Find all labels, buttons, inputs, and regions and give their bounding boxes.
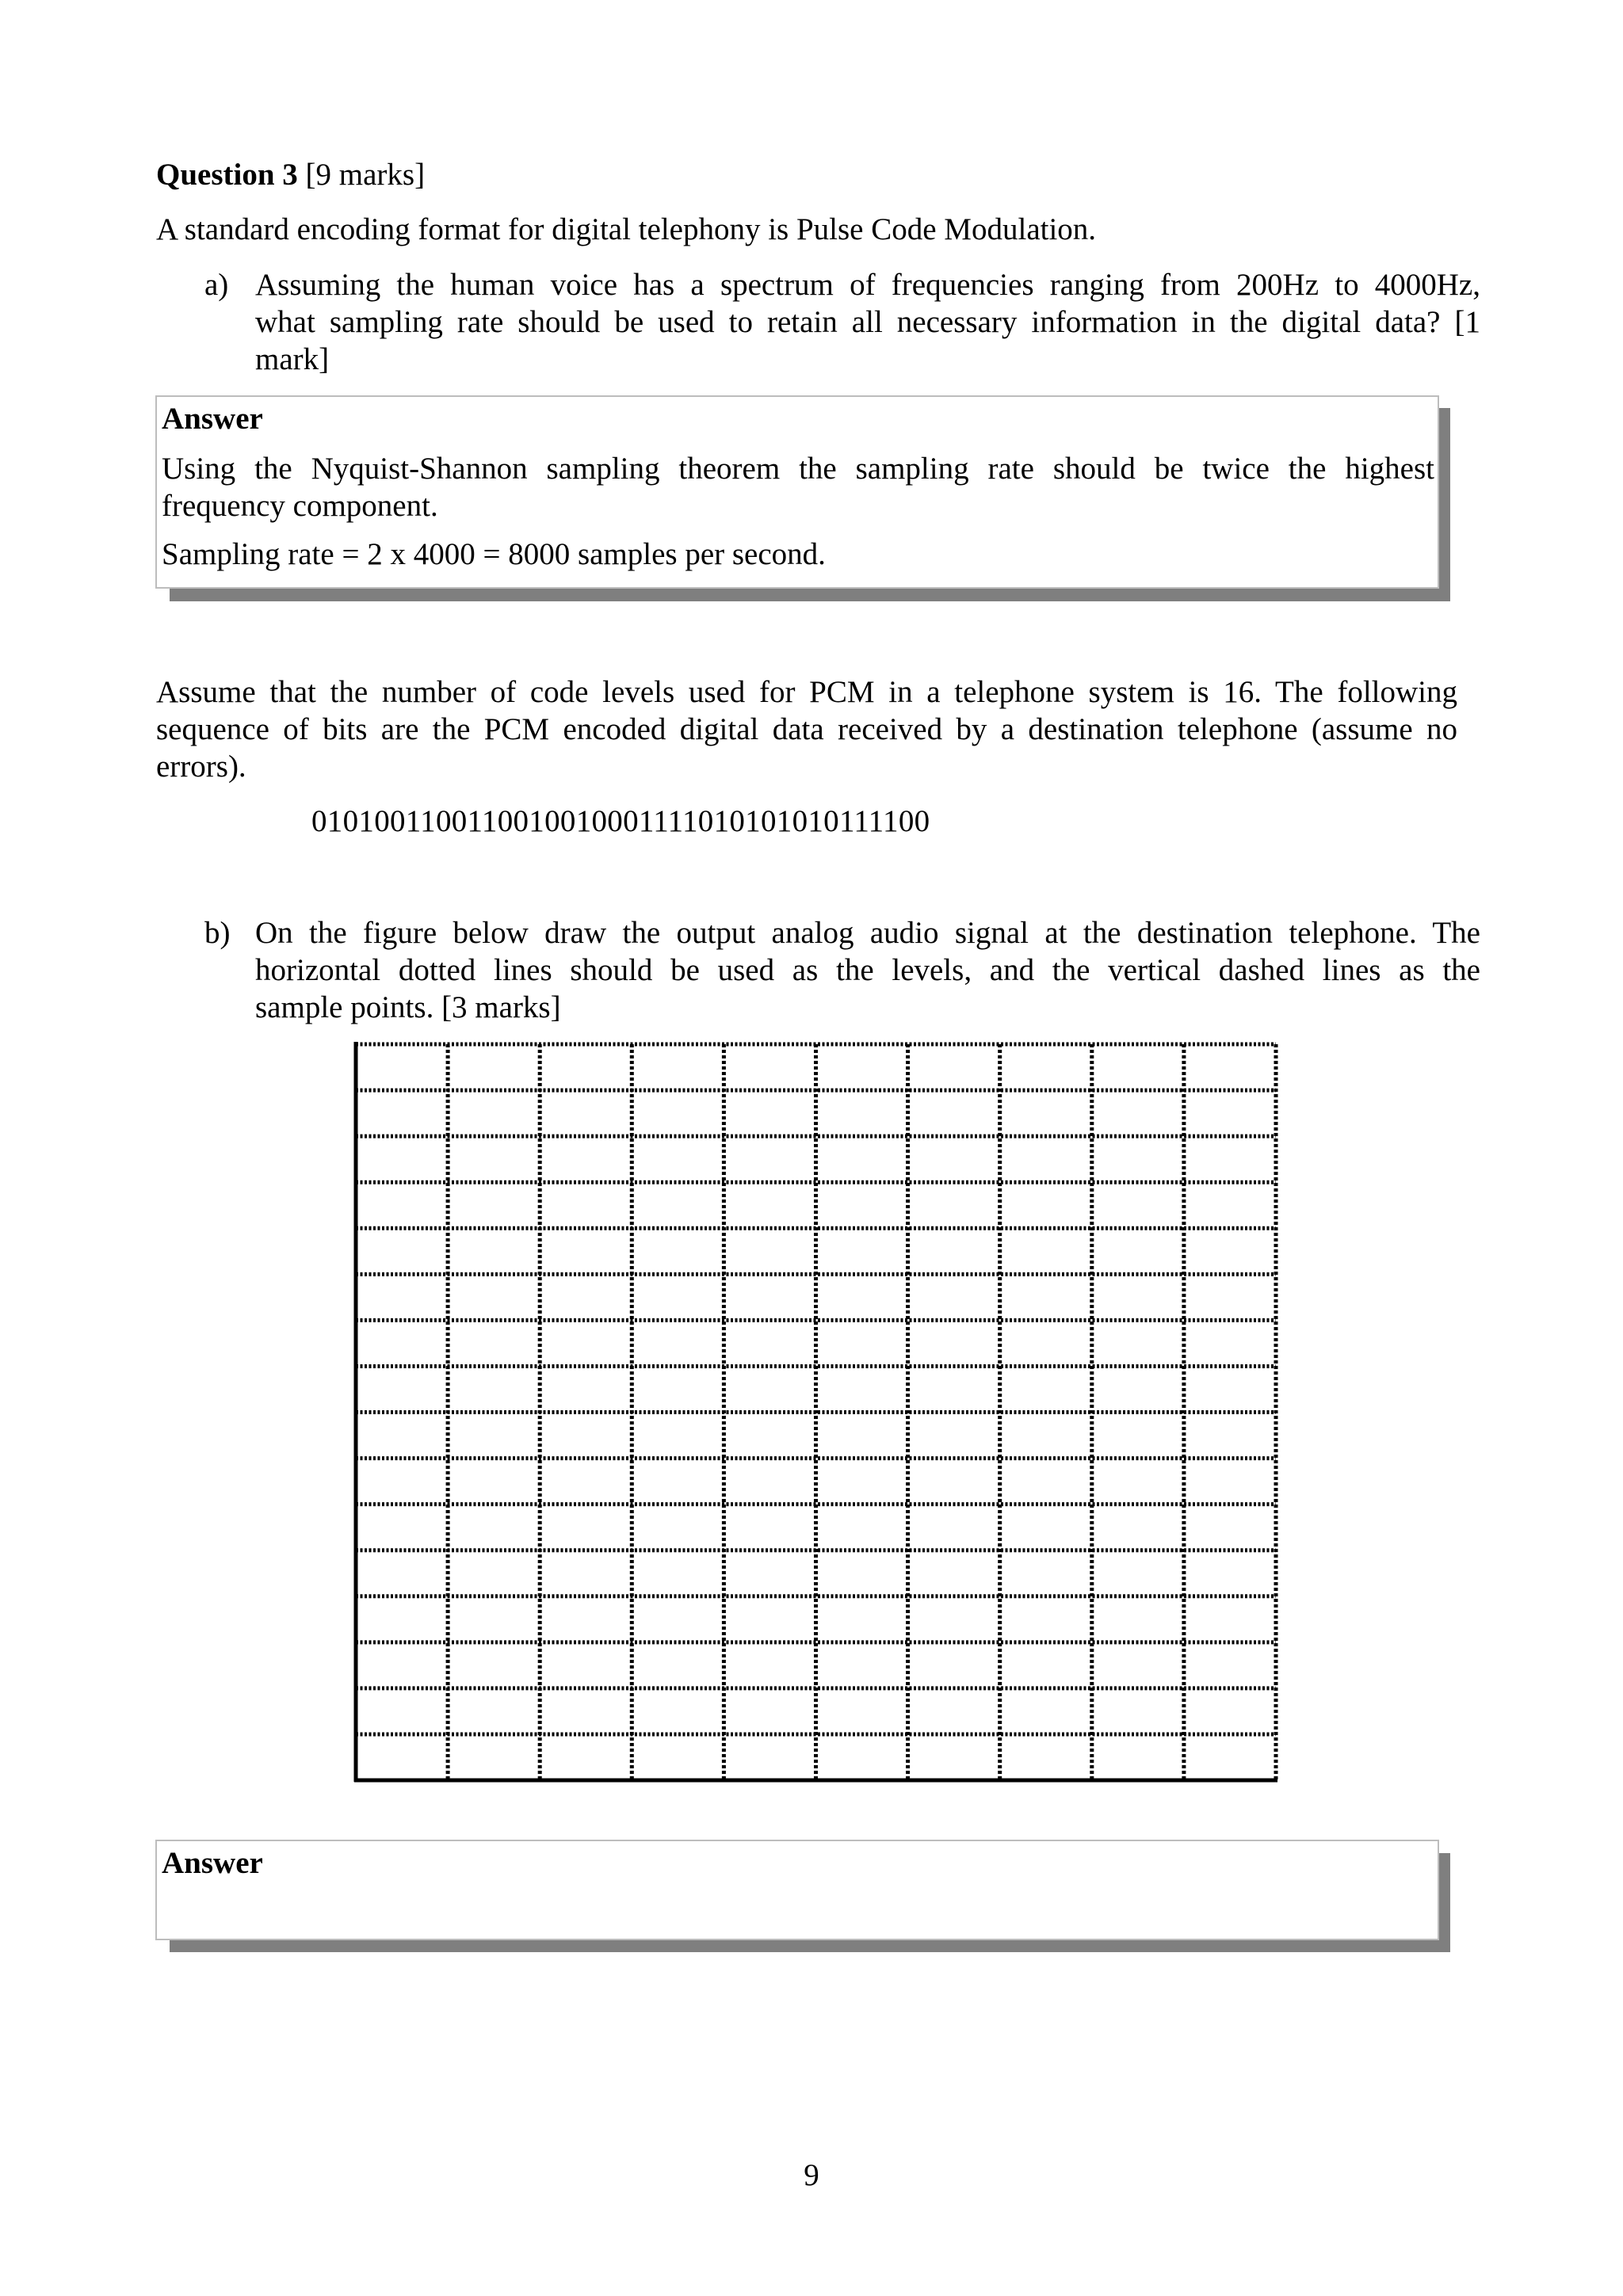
part-b-line-2: horizontal dotted lines should be used as the levels, and the vertical dashed lines as the bbox=[255, 953, 1480, 987]
answer-b-title: Answer bbox=[162, 1846, 263, 1880]
part-b-label: b) bbox=[204, 916, 231, 950]
question-heading bbox=[156, 156, 1487, 193]
part-a-label: a) bbox=[204, 268, 229, 302]
answer-a-para-1 bbox=[162, 450, 1434, 524]
part-a-text bbox=[255, 266, 1480, 378]
part-b-line-1: On the figure below draw the output analog audio signal at the destination telephone. The bbox=[255, 916, 1480, 950]
pcm-bit-sequence: 0101001100110010010001111010101010111100 bbox=[311, 804, 930, 838]
question-intro: A standard encoding format for digital telephony is Pulse Code Modulation. bbox=[156, 212, 1097, 246]
pcm-grid-figure[interactable] bbox=[349, 1030, 1284, 1791]
part-b-text bbox=[255, 914, 1480, 1026]
answer-a-para-1-line-2: frequency component. bbox=[162, 489, 438, 523]
question-title: Question 3 bbox=[156, 158, 298, 192]
page-number: 9 bbox=[804, 2158, 819, 2192]
part-b-line-3: sample points. [3 marks] bbox=[255, 990, 561, 1024]
part-a-line-2: what sampling rate should be used to retain all necessary information in the digital data? [1 bbox=[255, 305, 1480, 339]
answer-box-a-panel bbox=[155, 395, 1439, 589]
pcm-line-2: sequence of bits are the PCM encoded digital data received by a destination telephone (assume no bbox=[156, 712, 1457, 746]
answer-a-para-1-line-1: Using the Nyquist-Shannon sampling theorem the sampling rate should be twice the highest bbox=[162, 452, 1434, 486]
answer-a-title: Answer bbox=[162, 402, 263, 436]
answer-a-para-2: Sampling rate = 2 x 4000 = 8000 samples per second. bbox=[162, 537, 826, 571]
pcm-paragraph bbox=[156, 673, 1457, 785]
pcm-line-1: Assume that the number of code levels used for PCM in a telephone system is 16. The following bbox=[156, 675, 1457, 709]
answer-box-b-panel[interactable] bbox=[155, 1840, 1439, 1940]
question-marks: [9 marks] bbox=[305, 158, 426, 192]
part-a-line-3: mark] bbox=[255, 342, 330, 376]
part-a-line-1: Assuming the human voice has a spectrum of frequencies ranging from 200Hz to 4000Hz, bbox=[255, 268, 1480, 302]
pcm-line-3: errors). bbox=[156, 749, 246, 784]
